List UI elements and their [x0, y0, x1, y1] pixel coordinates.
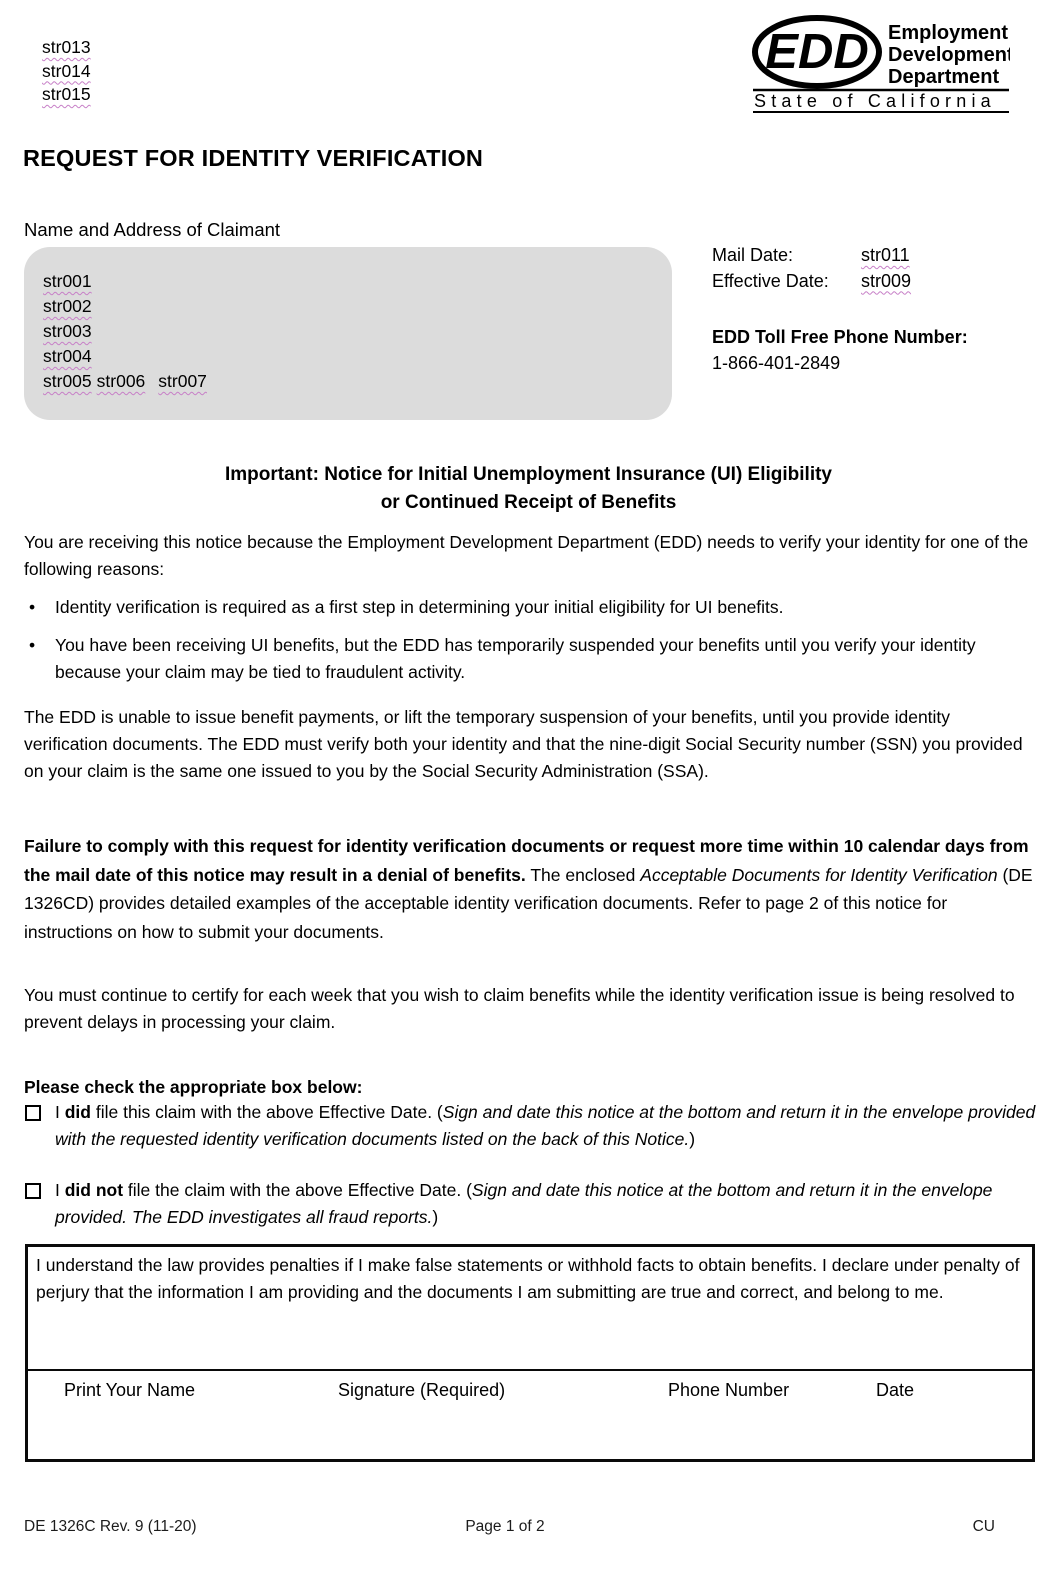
did-file-pre: I [55, 1102, 65, 1122]
check-box-instruction: Please check the appropriate box below: [24, 1077, 363, 1097]
edd-logo-dept-line1: Employment [888, 22, 1009, 44]
signature-row-divider [28, 1369, 1032, 1371]
print-name-label: Print Your Name [64, 1380, 196, 1400]
did-not-file-italic: Sign and date this notice at the bottom and return it in the envelope provided. The EDD investigates all fraud reports. [55, 1180, 993, 1227]
footer-form-number: DE 1326C Rev. 9 (11-20) [24, 1518, 197, 1535]
notice-heading [0, 461, 1057, 517]
effective-date-value: str009 [861, 270, 912, 291]
toll-free-phone-label: EDD Toll Free Phone Number: [712, 327, 968, 347]
mail-date-value: str011 [861, 245, 910, 265]
failure-normal-text-2: (DE 1326CD) provides detailed examples of the acceptable identity verification documents. Refer to page 2 of this notice for instructions on how to submit your documents. [24, 864, 1033, 942]
did-file-post: ) [689, 1129, 696, 1149]
claimant-address-label: Name and Address of Claimant [24, 219, 281, 240]
address-line-2: str002 [43, 296, 92, 316]
overlay-str013: str013 [42, 37, 91, 57]
footer-cu-code: CU [972, 1518, 995, 1535]
did-not-file-post: ) [432, 1207, 439, 1227]
did-not-file-bold: did not [64, 1180, 124, 1200]
dates-block [712, 243, 968, 376]
overlay-str014: str014 [42, 60, 91, 81]
failure-normal-text-1: The enclosed [525, 864, 641, 885]
effective-date-label: Effective Date: [712, 270, 829, 291]
did-not-file-mid: file the claim with the above Effective Date. ( [123, 1180, 472, 1200]
did-file-italic: Sign and date this notice at the bottom and return it in the envelope provided with the requested identity verification documents listed on the back of this Notice. [55, 1102, 1036, 1149]
edd-logo [752, 13, 1010, 121]
phone-number-label: Phone Number [668, 1380, 790, 1400]
notice-heading-line1: Important: Notice for Initial Unemployment Insurance (UI) Eligibility [225, 464, 832, 485]
did-file-mid: file this claim with the above Effective Date. ( [90, 1102, 443, 1122]
edd-logo-acronym: EDD [765, 25, 869, 79]
did-file-checkbox[interactable] [25, 1105, 41, 1121]
page-title: REQUEST FOR IDENTITY VERIFICATION [23, 145, 484, 171]
edd-logo-graphic [752, 13, 1010, 113]
checkbox-option-did-not-file [24, 1177, 1040, 1231]
bullet-suspended-benefits: • You have been receiving UI benefits, but the EDD has temporarily suspended your benefits until you verify your identity because your claim may be tied to fraudulent activity. [24, 632, 1032, 686]
did-not-file-checkbox[interactable] [25, 1183, 41, 1199]
edd-logo-dept-line3: Department [888, 66, 1000, 88]
mail-date-label: Mail Date: [712, 245, 794, 265]
claimant-address-box [24, 247, 672, 420]
signature-required-label: Signature (Required) [338, 1380, 506, 1400]
dates-grid [712, 243, 968, 294]
unable-to-issue-paragraph: The EDD is unable to issue benefit payments, or lift the temporary suspension of your benefits, until you provide identity verification documents. The EDD must verify both your identity and that the nine-digit Social Security number (SSN) you provided on your claim is the same one issued to you by the Social Security Administration (SSA). [24, 707, 1023, 781]
overlay-str015: str015 [42, 84, 91, 104]
address-state: str006 [96, 371, 146, 391]
address-line-3: str003 [43, 321, 92, 341]
edd-logo-dept-line2: Development [888, 44, 1010, 66]
edd-logo-state: State of California [754, 91, 996, 111]
footer-page-number: Page 1 of 2 [465, 1518, 545, 1535]
failure-bold-text: Failure to comply with this request for identity verification documents or request more time within 10 calendar days from the mail date of this notice may result in a denial of benefits. [24, 836, 1029, 885]
certify-paragraph: You must continue to certify for each week that you wish to claim benefits while the identity verification issue is being resolved to prevent delays in processing your claim. [24, 985, 1015, 1032]
notice-heading-line2: or Continued Receipt of Benefits [380, 492, 677, 513]
date-label: Date [876, 1380, 915, 1400]
checkbox-option-did-file [24, 1099, 1040, 1153]
failure-italic-doc-title: Acceptable Documents for Identity Verification [640, 864, 998, 885]
bullet-initial-eligibility: • Identity verification is required as a first step in determining your initial eligibility for UI benefits. [24, 594, 1032, 621]
toll-free-phone-number: 1-866-401-2849 [712, 352, 841, 373]
did-not-file-pre: I [55, 1180, 65, 1200]
address-line-4: str004 [43, 346, 92, 366]
address-zip: str007 [158, 371, 207, 391]
intro-paragraph: You are receiving this notice because the Employment Development Department (EDD) needs to verify your identity for one of the following reasons: [24, 532, 1029, 579]
address-city: str005 [43, 371, 92, 391]
top-left-overlay-strings [42, 36, 91, 107]
failure-to-comply-paragraph [24, 832, 1038, 946]
address-line-1: str001 [43, 271, 92, 291]
declaration-text: I understand the law provides penalties if I make false statements or withhold facts to obtain benefits. I declare under penalty of perjury that the information I am providing and the documents I am submitting are true and correct, and belong to me. [36, 1255, 1020, 1302]
declaration-signature-box [25, 1244, 1035, 1462]
did-file-bold: did [64, 1102, 91, 1122]
claimant-address-lines [43, 269, 212, 394]
